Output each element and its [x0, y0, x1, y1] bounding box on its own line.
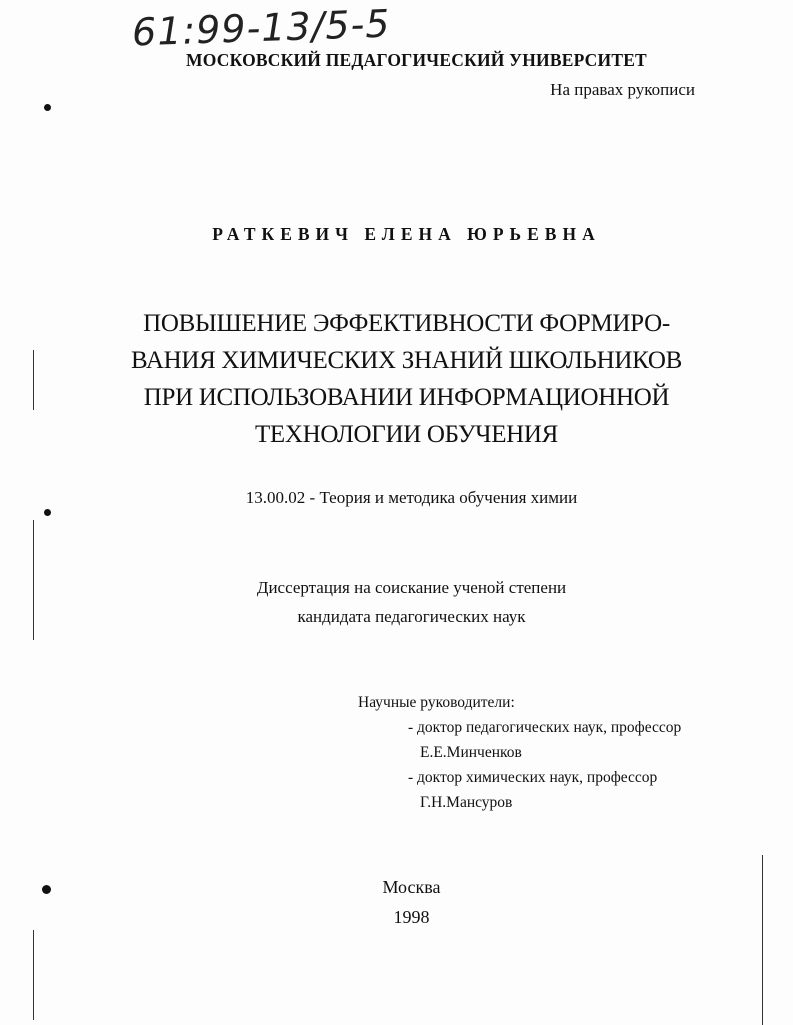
year: 1998 — [393, 907, 430, 927]
place-and-year — [0, 872, 793, 932]
city: Москва — [382, 877, 441, 897]
scan-edge-line — [33, 350, 34, 410]
dissertation-title — [0, 305, 793, 453]
scan-edge-line — [762, 855, 763, 1025]
scan-edge-line — [33, 930, 34, 1020]
author-name: РАТКЕВИЧ ЕЛЕНА ЮРЬЕВНА — [212, 224, 601, 244]
degree-line: Диссертация на соискание ученой степени — [256, 578, 567, 597]
university-name: МОСКОВСКИЙ ПЕДАГОГИЧЕСКИЙ УНИВЕРСИТЕТ — [186, 50, 647, 70]
binding-hole-mark — [44, 509, 51, 516]
supervisors-block — [358, 690, 681, 815]
supervisor-title: - доктор педагогических наук, профессор — [408, 719, 682, 736]
binding-hole-mark — [44, 104, 51, 111]
title-line: ТЕХНОЛОГИИ ОБУЧЕНИЯ — [254, 421, 559, 448]
degree-statement — [0, 573, 793, 631]
specialty-code: 13.00.02 - Теория и методика обучения химии — [245, 488, 578, 507]
supervisor-name: Г.Н.Мансуров — [420, 794, 513, 811]
scan-edge-line — [33, 520, 34, 640]
degree-line: кандидата педагогических наук — [297, 607, 526, 626]
title-line: ПРИ ИСПОЛЬЗОВАНИИ ИНФОРМАЦИОННОЙ — [143, 384, 670, 411]
supervisor-title: - доктор химических наук, профессор — [408, 769, 658, 786]
title-line: ВАНИЯ ХИМИЧЕСКИХ ЗНАНИЙ ШКОЛЬНИКОВ — [131, 347, 682, 374]
supervisors-heading: Научные руководители: — [358, 694, 515, 711]
supervisor-name: Е.Е.Минченков — [420, 744, 522, 761]
title-line: ПОВЫШЕНИЕ ЭФФЕКТИВНОСТИ ФОРМИРО- — [143, 310, 670, 337]
binding-hole-mark — [42, 885, 51, 894]
rights-note: На правах рукописи — [550, 80, 695, 99]
handwritten-archive-code: 61:99-13/5-5 — [131, 1, 392, 55]
